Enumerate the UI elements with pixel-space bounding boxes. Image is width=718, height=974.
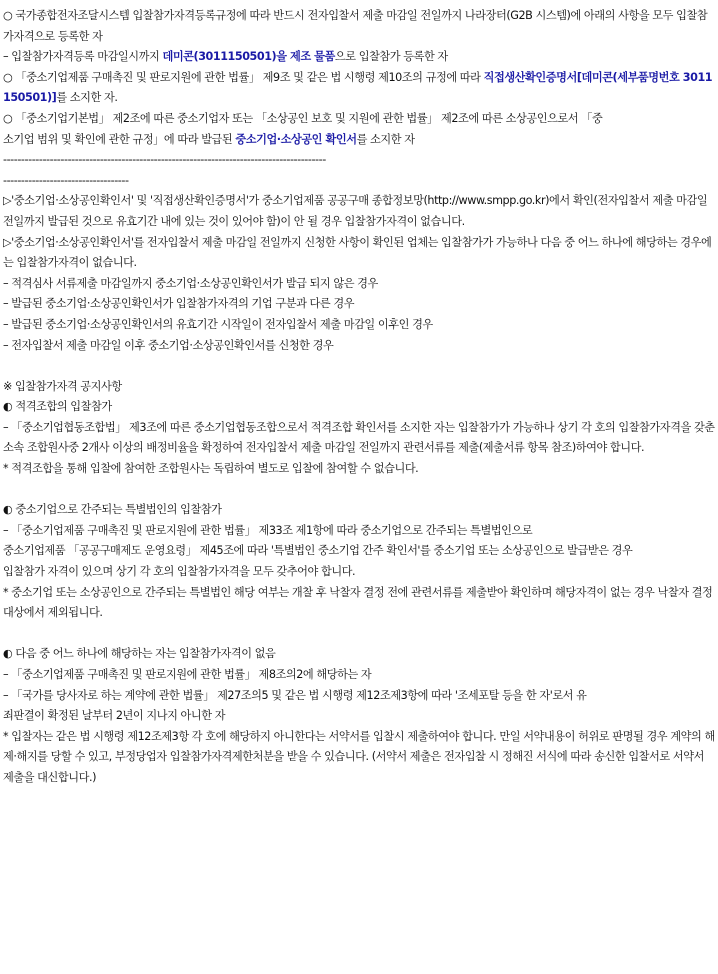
section-heading-special-corporation: ◐ 중소기업으로 간주되는 특별법인의 입찰참가 <box>3 503 222 517</box>
paragraph-special-corporation: – 「중소기업제품 구매촉진 및 판로지원에 관한 법률」 제33조 제1항에 따라 중소기업으로 간주되는 특별법인으로 <box>3 523 533 537</box>
list-item: – 전자입찰서 제출 마감일 이후 중소기업·소상공인확인서를 신청한 경우 <box>3 338 334 352</box>
section-heading-cooperative: ◐ 적격조합의 입찰참가 <box>3 400 112 414</box>
spacer <box>3 624 715 645</box>
divider-line-1: ------------------------------------------------------------------------------------------ <box>3 153 326 167</box>
paragraph-registration-deadline <box>3 47 715 68</box>
note-pledge: * 입찰자는 같은 법 시행령 제12조제3항 각 호에 해당하지 아니한다는 서약서를 입찰시 제출하여야 합니다. 만일 서약내용이 허위로 판명될 경우 계약의 해제·해지를 당할 수 있고, 부정당업자 입찰참가자격제한처분을 받을 수 있습니다. (서약서 제출은 전자입찰 시 정해진 서식에 따라 송신한 입찰서로 서약서 제출을 대신합니다.) <box>3 729 715 784</box>
list-item-cont: 죄판결이 확정된 날부터 2년이 지나지 아니한 자 <box>3 709 226 723</box>
paragraph-cooperative: – 「중소기업협동조합법」 제3조에 따른 중소기업협동조합으로서 적격조합 확인서를 소지한 자는 입찰참가가 가능하나 상기 각 호의 입찰참가자격을 갖춘 소속 조합원사중 2개사 이상의 배정비율을 확정하여 전자입찰서 제출 마감일 전일까지 관련서류를 제출(제출서류 항목 참조)하여야 합니다. <box>3 420 718 455</box>
highlight-sme-certificate: 중소기업·소상공인 확인서 <box>235 132 357 146</box>
paragraph-special-corporation-req: 입찰참가 자격이 있으며 상기 각 호의 입찰참가자격을 모두 갖추어야 합니다. <box>3 565 356 579</box>
section-heading-disqualification: ◐ 다음 중 어느 하나에 해당하는 자는 입찰참가자격이 없음 <box>3 647 276 661</box>
list-item: – 발급된 중소기업·소상공인확인서의 유효기간 시작일이 전자입찰서 제출 마감일 이후인 경우 <box>3 317 433 331</box>
text: – 입찰참가자격등록 마감일시까지 <box>3 50 163 64</box>
text: 소기업 범위 및 확인에 관한 규정」에 따라 발급된 <box>3 132 236 146</box>
highlight-product: 데미콘(3011150501)을 제조 물품 <box>162 50 335 64</box>
note-special-corporation: * 중소기업 또는 소상공인으로 간주되는 특별법인 해당 여부는 개찰 후 낙찰자 결정 전에 관련서류를 제출받아 확인하며 해당자격이 없는 경우 낙찰자 결정 대상에서 제외됩니다. <box>3 585 716 620</box>
spacer <box>3 480 715 501</box>
paragraph-sme-basic-law: ○ 「중소기업기본법」 제2조에 따른 중소기업자 또는 「소상공인 보호 및 지원에 관한 법률」 제2조에 따른 소상공인으로서 「중 <box>3 111 603 125</box>
paragraph-registration-requirement: ○ 국가종합전자조달시스템 입찰참가자격등록규정에 따라 반드시 전자입찰서 제출 마감일 전일까지 나라장터(G2B 시스템)에 아래의 사항을 모두 입찰참가자격으로 등록한 자 <box>3 9 708 43</box>
text: ○ 「중소기업제품 구매촉진 및 판로지원에 관한 법률」 제9조 및 같은 법 시행령 제10조의 규정에 따라 <box>3 70 484 84</box>
text: 를 소지한 자 <box>356 132 415 146</box>
highlight-certificate: 직접생산확인증명서[데미콘(세부품명번호 3011150501)] <box>3 70 713 105</box>
list-item: – 적격심사 서류제출 마감일까지 중소기업·소상공인확인서가 발급 되지 않은 경우 <box>3 276 378 290</box>
section-heading-notice: ※ 입찰참가자격 공지사항 <box>3 379 122 393</box>
paragraph-special-corporation-cont: 중소기업제품 「공공구매제도 운영요령」 제45조에 따라 '특별법인 중소기업 간주 확인서'를 중소기업 또는 소상공인으로 발급받은 경우 <box>3 544 633 558</box>
text: 를 소지한 자. <box>56 91 118 105</box>
paragraph-sme-certificate <box>3 130 715 151</box>
spacer <box>3 356 715 377</box>
text: 으로 입찰참가 등록한 자 <box>334 50 448 64</box>
list-item: – 「중소기업제품 구매촉진 및 판로지원에 관한 법률」 제8조의2에 해당하는 자 <box>3 668 372 681</box>
notice-smpp-check: ▷'중소기업·소상공인확인서' 및 '직접생산확인증명서'가 중소기업제품 공공구매 종합정보망(http://www.smpp.go.kr)에서 확인(전자입찰서 제출 마감일 전일까지 발급된 것으로 유효기간 내에 있는 것이 있어야 함)이 안 될 경우 입찰참가자격이 없습니다. <box>3 194 711 228</box>
notice-application-in-progress: ▷'중소기업·소상공인확인서'를 전자입찰서 제출 마감일 전일까지 신청한 사항이 확인된 업체는 입찰참가가 가능하나 다음 중 어느 하나에 해당하는 경우에는 입찰참가자격이 없습니다. <box>3 235 712 270</box>
list-item: – 「국가를 당사자로 하는 계약에 관한 법률」 제27조의5 및 같은 법 시행령 제12조제3항에 따라 '조세포탈 등을 한 자'로서 유 <box>3 688 587 702</box>
paragraph-direct-production <box>3 68 715 109</box>
note-cooperative-members: * 적격조합을 통해 입찰에 참여한 조합원사는 독립하여 별도로 입찰에 참여할 수 없습니다. <box>3 462 419 476</box>
divider-line-2: ----------------------------------- <box>3 173 129 187</box>
list-item: – 발급된 중소기업·소상공인확인서가 입찰참가자격의 기업 구분과 다른 경우 <box>3 297 355 311</box>
